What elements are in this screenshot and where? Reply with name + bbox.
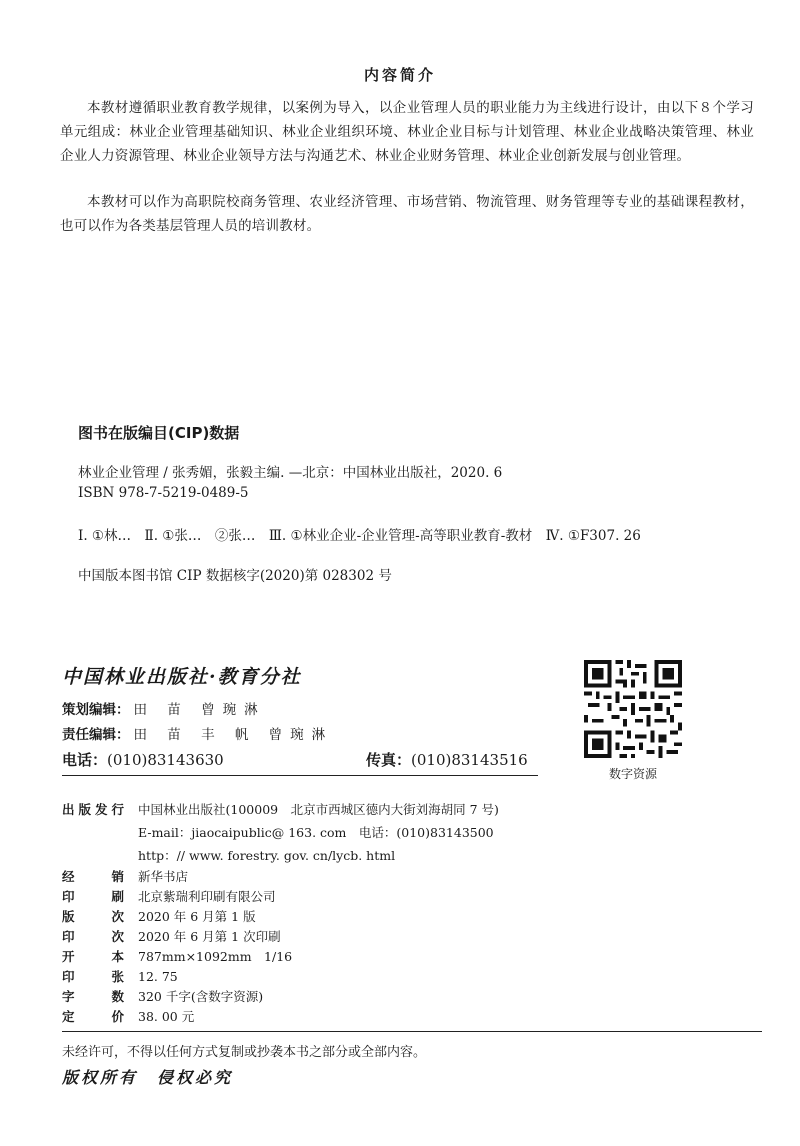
info-label: 版次 — [62, 909, 124, 924]
cip-isbn-line: ISBN 978-7-5219-0489-5 — [78, 485, 249, 501]
info-value: 787mm×1092mm 1/16 — [138, 949, 293, 964]
responsible-editor-label: 责任编辑： — [62, 727, 130, 743]
phone-label: 电话： — [62, 751, 108, 769]
rights-slogan: 版权所有 侵权必究 — [62, 1068, 234, 1087]
responsible-editor-names: 田 苗 丰 帆 曾琬淋 — [133, 727, 334, 743]
cip-classification-line: Ⅰ. ①林… Ⅱ. ①张… ②张… Ⅲ. ①林业企业-企业管理-高等职业教育-教材 Ⅳ. ①F307. 26 — [78, 528, 641, 544]
website-line: http：// www. forestry. gov. cn/lycb. html — [138, 848, 396, 863]
divider — [62, 1031, 762, 1032]
qr-code-icon[interactable] — [584, 660, 682, 758]
info-label: 印次 — [62, 929, 124, 944]
info-label: 经销 — [62, 869, 124, 884]
email-line: E-mail：jiaocaipublic@ 163. com 电话：(010)83143500 — [138, 825, 494, 840]
info-row — [62, 987, 263, 1005]
info-label: 字数 — [62, 989, 124, 1004]
info-row — [62, 1007, 194, 1025]
planning-editor-names: 田 苗 曾琬淋 — [133, 702, 266, 718]
info-value: 新华书店 — [138, 869, 189, 884]
fax-label: 传真： — [366, 751, 412, 769]
fax-value: (010)83143516 — [411, 751, 528, 769]
summary-paragraph: 本教材遵循职业教育教学规律，以案例为导入，以企业管理人员的职业能力为主线进行设计，由以下８个学习单元组成：林业企业管理基础知识、林业企业组织环境、林业企业目标与计划管理、林业企业战略决策管理、林业企业人力资源管理、林业企业领导方法与沟通艺术、林业企业财务管理、林业企业创新发展与创业管理。 — [60, 100, 754, 164]
info-value: 12. 75 — [138, 969, 178, 984]
divider — [62, 775, 538, 776]
info-value: 2020 年 6 月第 1 次印刷 — [138, 929, 281, 944]
phone-row — [62, 749, 224, 770]
fax-row — [366, 749, 528, 770]
cip-heading: 图书在版编目(CIP)数据 — [78, 424, 240, 442]
planning-editor-row — [62, 698, 266, 718]
phone-value: (010)83143630 — [107, 751, 224, 769]
info-value: 中国林业出版社(100009 北京市西城区德内大街刘海胡同 7 号) — [138, 802, 499, 817]
summary-title: 内容简介 — [363, 66, 436, 84]
qr-caption: 数字资源 — [608, 767, 657, 781]
info-row — [62, 907, 256, 925]
copyright-note: 未经许可，不得以任何方式复制或抄袭本书之部分或全部内容。 — [62, 1045, 427, 1060]
info-value: 北京紫瑞利印刷有限公司 — [138, 889, 276, 904]
summary-paragraph: 本教材可以作为高职院校商务管理、农业经济管理、市场营销、物流管理、财务管理等专业的基础课程教材，也可以作为各类基层管理人员的培训教材。 — [60, 194, 754, 234]
info-row — [62, 867, 188, 885]
issue-row — [62, 800, 499, 818]
planning-editor-label: 策划编辑： — [62, 702, 130, 718]
info-row — [62, 967, 178, 985]
publisher-name: 中国林业出版社·教育分社 — [62, 666, 302, 688]
info-label: 定价 — [62, 1009, 124, 1024]
cip-title-line: 林业企业管理 / 张秀媚，张毅主编. —北京：中国林业出版社，2020. 6 — [78, 465, 503, 481]
info-value: 320 千字(含数字资源) — [138, 989, 264, 1004]
info-label: 出版发行 — [62, 802, 124, 817]
info-label: 印刷 — [62, 889, 124, 904]
cip-record-line: 中国版本图书馆 CIP 数据核字(2020)第 028302 号 — [78, 568, 392, 584]
info-row — [62, 887, 276, 905]
responsible-editor-row — [62, 723, 333, 743]
info-row — [62, 947, 292, 965]
info-row — [62, 927, 281, 945]
info-value: 38. 00 元 — [138, 1009, 195, 1024]
info-value: 2020 年 6 月第 1 版 — [138, 909, 256, 924]
info-label: 开本 — [62, 949, 124, 964]
info-label: 印张 — [62, 969, 124, 984]
